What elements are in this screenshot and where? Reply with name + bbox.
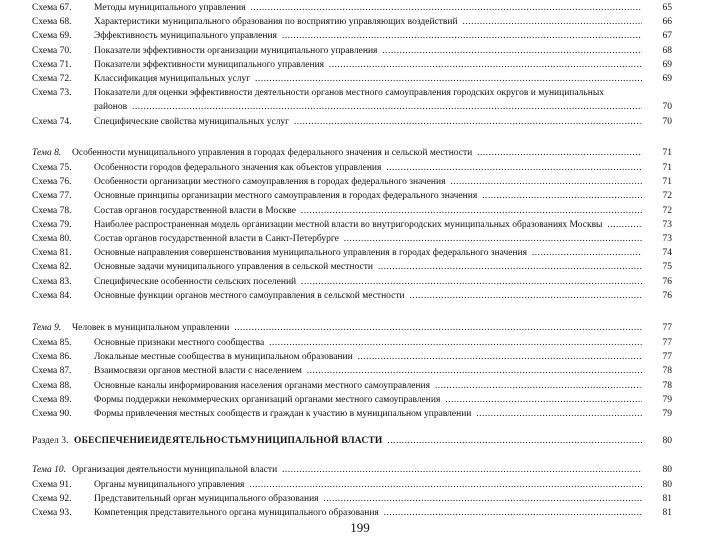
toc-entry: [32, 162, 672, 175]
toc-entry-page: 80: [662, 436, 672, 446]
toc-entry: [32, 219, 672, 232]
toc-part-heading: [32, 435, 672, 448]
toc-entry-title: Показатели эффективности муниципального управления .....: [94, 59, 642, 72]
toc-entry-title: Особенности городов федерального значения как объектов управления .....: [94, 162, 642, 175]
toc-entry-title: Компетенция представительного органа муниципального образования .....: [94, 507, 642, 520]
toc-entry-label: Схема 92.: [32, 494, 72, 505]
toc-entry: [32, 73, 672, 86]
toc-entry-label: Схема 93.: [32, 508, 72, 519]
toc-entry: [32, 276, 672, 289]
toc-entry: [32, 479, 672, 492]
toc-entry-page: 76: [662, 276, 672, 287]
toc-entry-title: Специфические особенности сельских поселений .....: [94, 276, 642, 289]
toc-entry-page: 77: [662, 338, 672, 348]
toc-entry: [32, 205, 672, 218]
toc-entry-title: Основные каналы информирования населения органами местного самоуправления .....: [94, 380, 642, 393]
toc-entry-title: Формы поддержки некоммерческих организаций органами местного самоуправления .....: [94, 394, 642, 407]
toc-entry-label: Тема 8.: [32, 148, 62, 158]
toc-entry: [32, 30, 672, 43]
toc-section-heading: [32, 322, 672, 335]
toc-entry-label: Схема 74.: [32, 116, 72, 127]
toc-entry: [32, 493, 672, 506]
toc-entry-page: 75: [662, 262, 672, 273]
toc-entry: [32, 233, 672, 246]
toc-entry-title: Формы привлечения местных сообществ и граждан к участию в муниципальном управлении .....: [94, 408, 642, 421]
toc-entry-label: Схема 70.: [32, 45, 72, 56]
toc-entry-page: 71: [662, 163, 672, 173]
page-number: 199: [350, 520, 370, 535]
toc-entry-page: 69: [662, 59, 672, 70]
toc-entry: [32, 408, 672, 421]
toc-entry: [32, 16, 672, 29]
toc-entry-label: Схема 75.: [32, 163, 72, 173]
toc-entry-label: Схема 83.: [32, 276, 72, 287]
toc-entry-page: 76: [662, 290, 672, 301]
toc-entry-title: Основные задачи муниципального управления в сельской местности .....: [94, 261, 642, 274]
toc-entry-label: Схема 76.: [32, 177, 72, 188]
toc-entry-page: 73: [662, 219, 672, 230]
toc-entry-label: Схема 71.: [32, 59, 72, 70]
toc-entry-label: Схема 80.: [32, 234, 72, 244]
toc-entry-page: 78: [662, 380, 672, 391]
toc-entry: [32, 261, 672, 274]
toc-entry: [32, 45, 672, 58]
toc-entry-label: Тема 9.: [32, 323, 62, 333]
toc-entry: [32, 365, 672, 378]
toc-entry: [32, 176, 672, 189]
toc-entry: [32, 116, 672, 129]
toc-entry-page: 70: [662, 116, 672, 127]
toc-entry-page: 80: [662, 480, 672, 490]
toc-entry-label: Схема 84.: [32, 290, 72, 301]
toc-entry-label: Схема 88.: [32, 380, 72, 391]
toc-entry-label: Схема 68.: [32, 17, 72, 28]
toc-entry: [32, 507, 672, 520]
toc-entry-label: Схема 77.: [32, 191, 72, 202]
toc-entry-page: 81: [662, 494, 672, 505]
toc-entry-title: Особенности организации местного самоуправления в городах федерального значения .....: [94, 176, 642, 189]
toc-entry-page: 72: [662, 205, 672, 216]
toc-entry-page: 81: [662, 508, 672, 519]
toc-entry-title: Основные функции органов местного самоуправления в сельской местности .....: [94, 290, 642, 303]
toc-entry-page: 79: [662, 409, 672, 419]
toc-entry-title: Методы муниципального управления .....: [94, 2, 642, 15]
toc-entry-page: 66: [662, 17, 672, 28]
toc-entry-page: 77: [662, 352, 672, 363]
toc-entry-title: Классификация муниципальных услуг .....: [94, 73, 642, 86]
toc-entry-title: районов .....: [94, 101, 642, 114]
toc-entry-title: Основные признаки местного сообщества .....: [94, 337, 642, 350]
toc-entry-title: Особенности муниципального управления в городах федерального значения и сельской местности .....: [72, 147, 642, 160]
toc-entry-title: Показатели для оценки эффективности деятельности органов местного самоуправления городских округов и муниципальных: [94, 88, 604, 99]
toc-entry: [32, 351, 672, 364]
toc-entry-label: Схема 90.: [32, 409, 72, 419]
toc-entry: [32, 2, 672, 15]
toc-entry-title: Основные направления совершенствования муниципального управления в городах федерального значения .....: [94, 247, 642, 260]
toc-entry-label: Схема 69.: [32, 31, 72, 42]
toc-entry-title: Эффективность муниципального управления .....: [94, 30, 642, 43]
toc-entry-title: Состав органов государственной власти в Санкт-Петербурге .....: [94, 233, 642, 246]
toc-entry: [32, 59, 672, 72]
toc-entry-page: 68: [662, 45, 672, 56]
toc-entry: [32, 190, 672, 203]
toc-entry-label: Схема 72.: [32, 74, 72, 84]
toc-entry-title: Представительный орган муниципального образования .....: [94, 493, 642, 506]
toc-section-heading: [32, 147, 672, 160]
toc-entry: [32, 337, 672, 350]
toc-entry-page: 69: [662, 74, 672, 84]
toc-entry-title: Основные принципы организации местного самоуправления в городах федерального значения .....: [94, 190, 642, 203]
toc-entry-label: Схема 85.: [32, 338, 72, 348]
toc-entry-page: 78: [662, 366, 672, 377]
toc-entry-label: Раздел 3.: [32, 436, 69, 446]
toc-entry-page: 74: [662, 248, 672, 259]
toc-section-heading: [32, 464, 672, 477]
toc-entry: [32, 290, 672, 303]
toc-entry-label: Тема 10.: [32, 465, 66, 475]
toc-entry-title: Взаимосвязи органов местной власти с населением .....: [94, 365, 642, 378]
toc-entry-label: Схема 78.: [32, 205, 72, 216]
toc-entry-label: Схема 87.: [32, 366, 72, 377]
toc-entry-page: 71: [662, 177, 672, 188]
toc-entry-page: 72: [662, 191, 672, 202]
toc-entry-page: 71: [662, 148, 672, 158]
toc-entry-label: Схема 82.: [32, 262, 72, 273]
toc-entry-label: Схема 67.: [32, 3, 72, 13]
toc-entry-page: 77: [662, 323, 672, 333]
toc-entry-title: Показатели эффективности организации муниципального управления .....: [94, 45, 642, 58]
toc-entry: [32, 101, 672, 114]
toc-entry-label: Схема 79.: [32, 219, 72, 230]
toc-entry: [32, 247, 672, 260]
toc-entry-title: Человек в муниципальном управлении .....: [72, 322, 642, 335]
toc-entry-title: Состав органов государственной власти в Москве .....: [94, 205, 642, 218]
toc-entry-page: 80: [662, 465, 672, 475]
toc-entry-label: Схема 91.: [32, 480, 72, 490]
toc-entry-title: Характеристики муниципального образования по восприятию управляющих воздействий .....: [94, 16, 642, 29]
toc-entry-title: ОБЕСПЕЧЕНИЕИДЕЯТЕЛЬНОСТЬМУНИЦИПАЛЬНОЙ ВЛАСТИ .....: [74, 435, 642, 448]
toc-entry: [32, 394, 672, 407]
toc-entry-title: Наиболее распространенная модель организации местной власти во внутригородских муниципальных образованиях Москвы .....: [94, 219, 642, 232]
toc-entry-label: Схема 81.: [32, 248, 72, 259]
toc-entry-title: Локальные местные сообщества в муниципальном образовании .....: [94, 351, 642, 364]
toc-entry-page: 67: [662, 31, 672, 42]
toc-entry-page: 70: [662, 102, 672, 113]
toc-entry-label: Схема 86.: [32, 352, 72, 363]
toc-entry-title: Органы муниципального управления .....: [94, 479, 642, 492]
toc-entry-title: Специфические свойства муниципальных услуг .....: [94, 116, 642, 129]
toc-entry-page: 73: [662, 234, 672, 244]
toc-entry-page: 79: [662, 394, 672, 405]
toc-entry-label: Схема 73.: [32, 88, 72, 99]
toc-entry-title: Организация деятельности муниципальной власти .....: [72, 464, 642, 477]
toc-entry-label: Схема 89.: [32, 394, 72, 405]
toc-entry: [32, 87, 672, 100]
toc-entry: [32, 380, 672, 393]
toc-entry-page: 65: [662, 3, 672, 13]
